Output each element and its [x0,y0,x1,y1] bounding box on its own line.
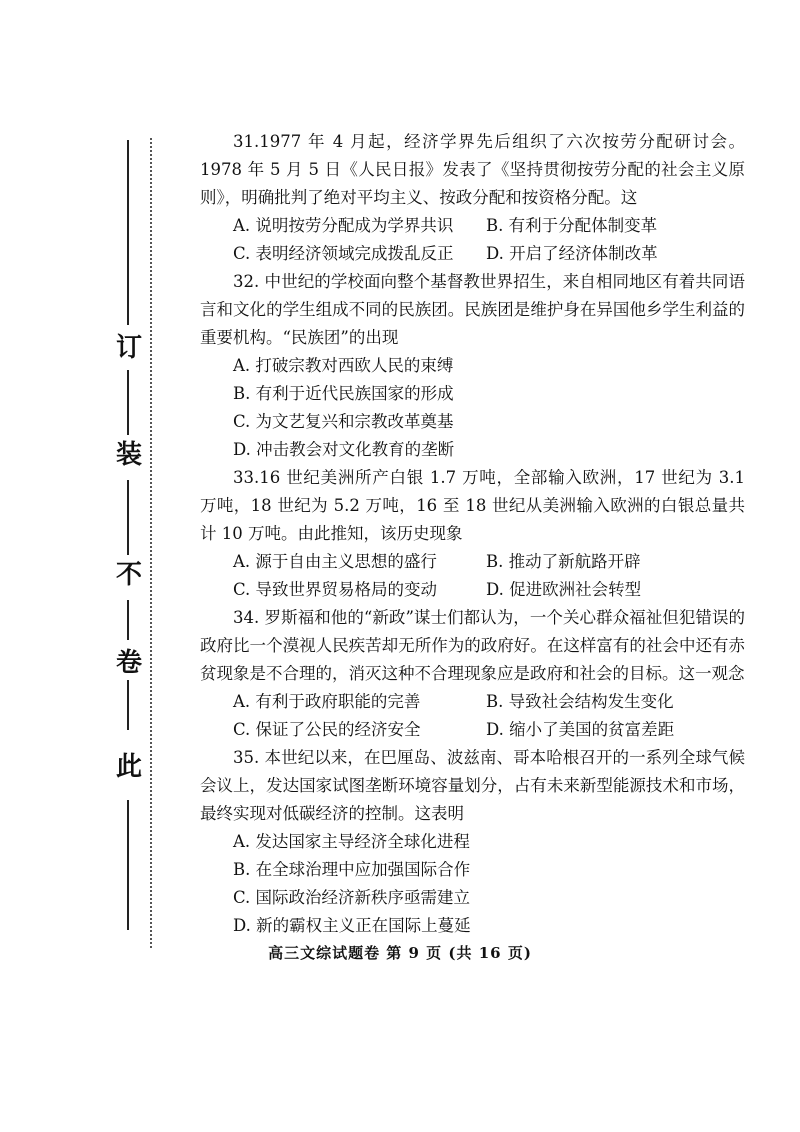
option-d: D. 开启了经济体制改革 [486,244,658,263]
question-34 [200,604,745,744]
options-row [200,576,745,604]
option-b: B. 有利于分配体制变革 [486,216,658,235]
question-stem: 34. 罗斯福和他的“新政”谋士们都认为，一个关心群众福祉但犯错误的政府比一个漠视人民疾苦却无所作为的政府好。在这样富有的社会中还有赤贫现象是不合理的，消灭这种不合理现象应是政府和社会的目标。这一观念 [200,608,745,683]
option-b: B. 在全球治理中应加强国际合作 [233,860,471,879]
option-a: A. 源于自由主义思想的盛行 [233,552,437,571]
option-c: C. 导致世界贸易格局的变动 [233,580,438,599]
binding-char-bu: 不 [115,560,142,590]
question-stem: 31.1977 年 4 月起，经济学界先后组织了六次按劳分配研讨会。1978 年 5 月 5 日《人民日报》发表了《坚持贯彻按劳分配的社会主义原则》，明确批判了绝对平均主义、按政分配和按资格分配。这 [200,132,745,207]
binding-char-zhuang: 装 [115,440,142,470]
binding-char-ci: 此 [115,752,142,782]
question-list [200,128,745,940]
option-a: A. 有利于政府职能的完善 [233,692,421,711]
binding-line [127,800,129,930]
binding-line [127,370,129,435]
binding-line [127,600,129,640]
question-31 [200,128,745,268]
question-stem: 33.16 世纪美洲所产白银 1.7 万吨，全部输入欧洲，17 世纪为 3.1 万吨，18 世纪为 5.2 万吨，16 至 18 世纪从美洲输入欧洲的白银总量共计 10 万吨。由此推知，该历史现象 [200,468,745,543]
question-33 [200,464,745,604]
option-d: D. 促进欧洲社会转型 [486,580,642,599]
option-b: B. 有利于近代民族国家的形成 [233,384,454,403]
binding-char-juan: 卷 [115,648,142,678]
option-d: D. 缩小了美国的贫富差距 [486,720,675,739]
binding-line [127,680,129,730]
binding-dotted-line [150,138,152,948]
option-a: A. 发达国家主导经济全球化进程 [233,832,470,851]
question-stem: 32. 中世纪的学校面向整个基督教世界招生，来自相同地区有着共同语言和文化的学生组成不同的民族团。民族团是维护身在异国他乡学生利益的重要机构。“民族团”的出现 [200,272,745,347]
option-c: C. 国际政治经济新秩序亟需建立 [233,888,471,907]
options-row [200,688,745,716]
option-a: A. 打破宗教对西欧人民的束缚 [233,356,454,375]
binding-line [127,140,129,325]
option-d: D. 冲击教会对文化教育的垄断 [233,440,455,459]
options-row [200,548,745,576]
options-row [200,716,745,744]
option-d: D. 新的霸权主义正在国际上蔓延 [233,916,471,935]
option-c: C. 保证了公民的经济安全 [233,720,421,739]
options-row [200,212,745,240]
question-stem: 35. 本世纪以来，在巴厘岛、波兹南、哥本哈根召开的一系列全球气候会议上，发达国家试图垄断环境容量划分，占有未来新型能源技术和市场，最终实现对低碳经济的控制。这表明 [200,748,745,823]
question-35 [200,744,745,940]
options-row [200,240,745,268]
option-c: C. 为文艺复兴和宗教改革奠基 [233,412,454,431]
question-32 [200,268,745,464]
binding-char-ding: 订 [115,333,142,363]
option-c: C. 表明经济领域完成拨乱反正 [233,244,454,263]
option-b: B. 推动了新航路开辟 [486,552,641,571]
option-a: A. 说明按劳分配成为学界共识 [233,216,454,235]
page-footer: 高三文综试题卷 第 9 页 (共 16 页) [268,944,532,962]
binding-line [127,480,129,555]
option-b: B. 导致社会结构发生变化 [486,692,674,711]
